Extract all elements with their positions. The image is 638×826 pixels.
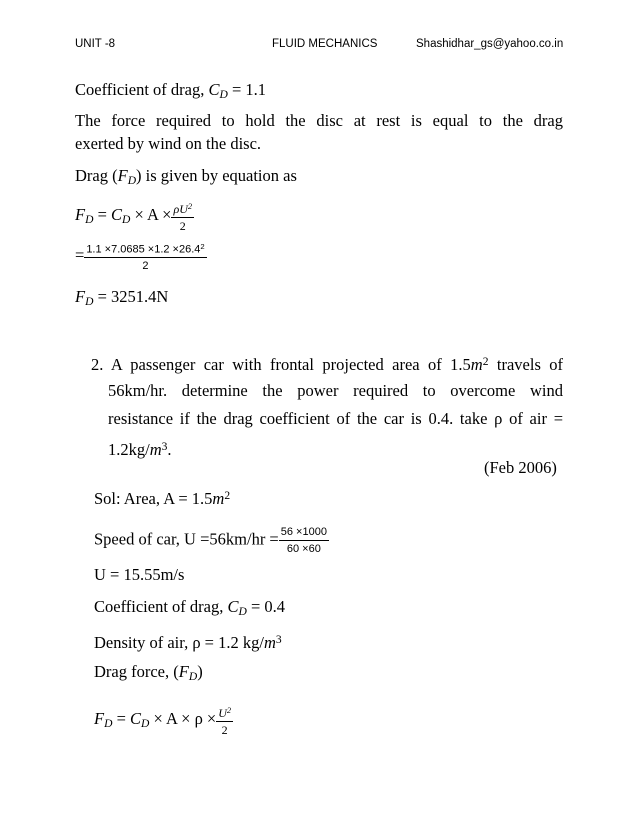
force-statement-line-2: exerted by wind on the disc. xyxy=(75,134,262,153)
drag-equation-fraction: $\frac{\rho U^2}{2}$ xyxy=(173,201,193,233)
problem-2-line-3: resistance if the drag coefficient of the car is 0.4. take ρ of air = xyxy=(108,409,563,428)
problem-2-date: (Feb 2006) xyxy=(484,458,557,477)
problem-2-line-4: $1.2kg/m^3$. xyxy=(108,440,172,460)
solution-speed-line: Speed of car, U =56km/hr = $\frac{56 \times 1000}{60 \times 60}$ xyxy=(94,526,327,555)
solution-u-value: U = 15.55m/s xyxy=(94,565,185,584)
drag-equation: $F_D = C_D \times A$ × $\frac{\rho U^2}{2}$ xyxy=(75,201,193,233)
speed-fraction: $\frac{56 \times 1000}{60 \times 60}$ xyxy=(280,526,327,555)
drag-intro-line: Drag $(F_D)$ is given by equation as xyxy=(75,166,297,187)
problem-2-line-1: 2. A passenger car with frontal projected area of $1.5m^2$ travels of xyxy=(91,355,564,375)
solution-density-line: Density of air, ρ = 1.2 $kg/m^3$ xyxy=(94,633,282,653)
force-statement-line-1: The force required to hold the disc at rest is equal to the drag xyxy=(75,111,563,130)
solution-drag-force-label: Drag force, $(F_D)$ xyxy=(94,662,203,683)
drag-result: $F_D = 3251.4N$ xyxy=(75,287,169,308)
header-unit: UNIT -8 xyxy=(75,38,116,50)
header-email: Shashidhar_gs@yahoo.co.in xyxy=(416,38,564,50)
coefficient-of-drag-line: Coefficient of drag, $C_D = 1.1$ xyxy=(75,80,267,101)
solution-cd-line: Coefficient of drag, $C_D = 0.4$ xyxy=(94,597,286,618)
substitution-fraction: $\frac{1.1 \times 7.0685 \times 1.2 \times 26.4^2}{2}$ xyxy=(86,242,205,273)
solution-drag-equation: $F_D = C_D \times A \times \rho$ × $\frac{U^2}{2}$ xyxy=(94,705,232,737)
solution-equation-fraction: $\frac{U^2}{2}$ xyxy=(218,705,232,737)
header-subject: FLUID MECHANICS xyxy=(272,38,378,50)
drag-substitution: = $\frac{1.1 \times 7.0685 \times 1.2 \times 26.4^2}{2}$ xyxy=(75,242,205,273)
problem-2-line-2: 56km/hr. determine the power required to overcome wind xyxy=(108,381,563,400)
solution-area-line: Sol: Area, $A = 1.5m^2$ xyxy=(94,489,231,509)
